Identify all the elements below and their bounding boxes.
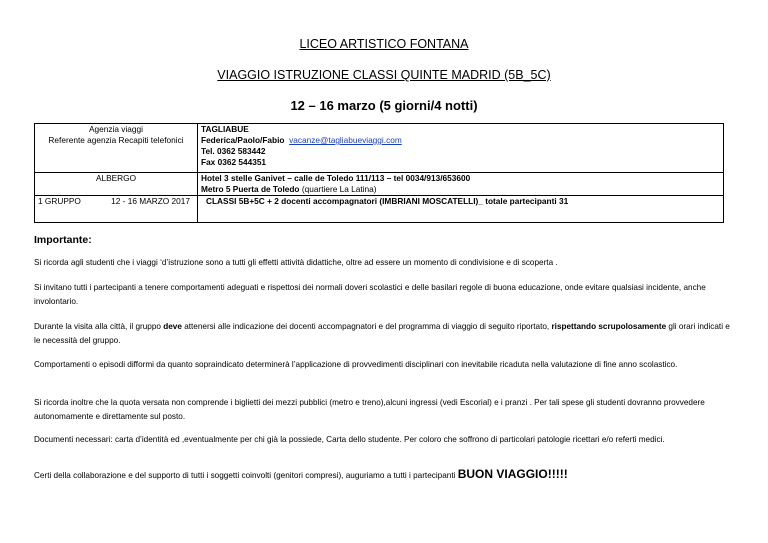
agency-name: TAGLIABUE bbox=[201, 124, 249, 134]
paragraph-behaviour: Si invitano tutti i partecipanti a tenere comportamenti adeguati e rispettosi dei normali doveri scolastici e delle basilari regole di buona educazione, onde evitare qualsiasi incidente, anche involontario. bbox=[34, 283, 706, 306]
paragraph-closing bbox=[34, 467, 734, 483]
hotel-label: ALBERGO bbox=[35, 173, 198, 196]
hotel-value-cell bbox=[198, 173, 724, 196]
info-table bbox=[34, 123, 724, 223]
hotel-metro: Metro 5 Puerta de Toledo bbox=[201, 184, 300, 194]
group-row bbox=[35, 196, 724, 223]
agency-fax: Fax 0362 544351 bbox=[201, 157, 267, 167]
agency-value-cell bbox=[198, 124, 724, 173]
hotel-row bbox=[35, 173, 724, 196]
visit-rules-text-a: Durante la visita alla città, il gruppo bbox=[34, 322, 164, 331]
important-heading: Importante: bbox=[34, 234, 92, 246]
agency-email-link[interactable]: vacanze@tagliabueviaggi.com bbox=[289, 135, 402, 145]
visit-rules-text-c: attenersi alle indicazione dei docenti accompagnatori e del programma di viaggio di seguito riportato, bbox=[181, 322, 552, 331]
trip-dates: 12 – 16 marzo (5 giorni/4 notti) bbox=[290, 98, 478, 113]
visit-rules-text-e: gli orari indicati e le necessità del gruppo. bbox=[34, 322, 730, 345]
agency-contacts: Federica/Paolo/Fabio bbox=[201, 135, 285, 145]
closing-buon-viaggio: BUON VIAGGIO!!!!! bbox=[457, 467, 568, 481]
hotel-metro-line bbox=[201, 184, 720, 195]
hotel-address: Hotel 3 stelle Ganivet – calle de Toledo 111/113 – tel 0034/913/653600 bbox=[201, 173, 471, 183]
contact-label: Referente agenzia Recapiti telefonici bbox=[48, 135, 184, 145]
group-label: 1 GRUPPO bbox=[38, 196, 81, 206]
group-details: CLASSI 5B+5C + 2 docenti accompagnatori (IMBRIANI MOSCATELLI)_ totale partecipanti 31 bbox=[198, 196, 724, 223]
hotel-metro-area: (quartiere La Latina) bbox=[301, 184, 377, 194]
visit-rules-emphasis-rispettando: rispettando scrupolosamente bbox=[551, 322, 667, 331]
paragraph-expenses: Si ricorda inoltre che la quota versata non comprende i biglietti dei mezzi pubblici (metro e treno),alcuni ingressi (vedi Escorial) e i pranzi . Per tali spese gli studenti dovranno provvedere autonomamente e direttamente sul posto. bbox=[34, 398, 705, 421]
group-dates: 12 - 16 MARZO 2017 bbox=[111, 196, 190, 206]
paragraph-documents: Documenti necessari: carta d’identità ed ,eventualmente per chi già la possiede, Carta dello studente. Per coloro che soffrono di particolari patologie ricettari e/o referti medici. bbox=[34, 435, 665, 444]
paragraph-educational: Si ricorda agli studenti che i viaggi ‘d’istruzione sono a tutti gli effetti attività didattiche, oltre ad essere un momento di condivisione e di scoperta . bbox=[34, 258, 558, 267]
group-label-cell bbox=[35, 196, 198, 223]
paragraph-disciplinary: Comportamenti o episodi difformi da quanto sopraindicato determinerà l’applicazione di provvedimenti disciplinari con inevitabile ricaduta nella valutazione di fine anno scolastico. bbox=[34, 360, 678, 369]
visit-rules-emphasis-deve: deve bbox=[163, 322, 182, 331]
paragraph-visit-rules bbox=[34, 320, 734, 348]
agency-row bbox=[35, 124, 724, 173]
agency-tel: Tel. 0362 583442 bbox=[201, 146, 266, 156]
agency-label: Agenzia viaggi bbox=[89, 124, 143, 134]
agency-contacts-line bbox=[201, 135, 720, 146]
school-name: LICEO ARTISTICO FONTANA bbox=[299, 37, 469, 51]
agency-label-cell bbox=[35, 124, 198, 173]
trip-title: VIAGGIO ISTRUZIONE CLASSI QUINTE MADRID (5B_5C) bbox=[217, 68, 551, 82]
closing-text: Certi della collaborazione e del supporto di tutti i soggetti coinvolti (genitori compresi), auguriamo a tutti i partecipanti bbox=[34, 471, 458, 480]
